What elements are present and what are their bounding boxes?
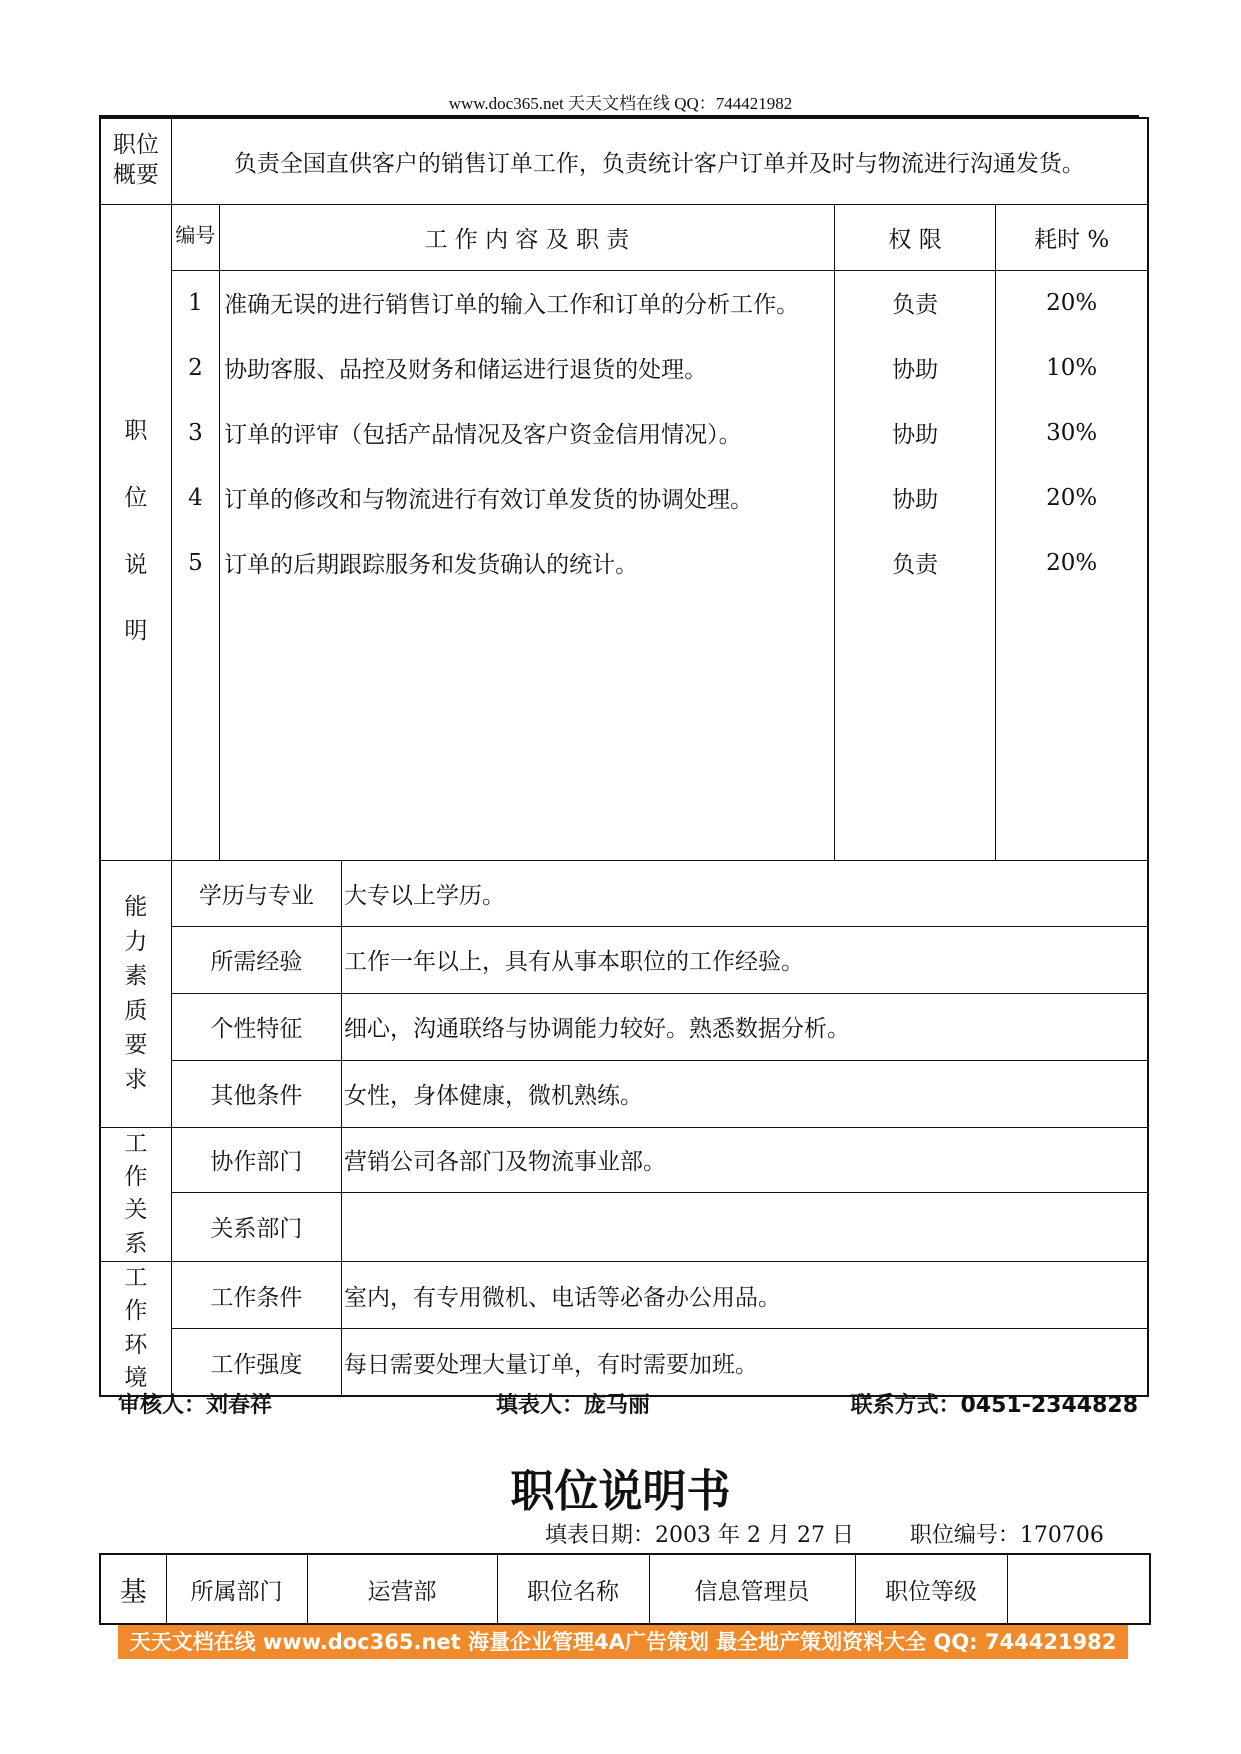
relations-label: 关系部门 — [171, 1192, 341, 1261]
empty-cell — [220, 595, 835, 860]
environment-label: 工作强度 — [171, 1329, 341, 1396]
ability-label: 所需经验 — [171, 926, 341, 993]
ability-label: 个性特征 — [171, 993, 341, 1060]
promo-banner: 天天文档在线 www.doc365.net 海量企业管理4A广告策划 最全地产策划资料大全 QQ: 744421982 — [118, 1625, 1128, 1659]
duty-time: 10% — [996, 335, 1148, 400]
duties-header-authority: 权 限 — [834, 204, 996, 270]
environment-value: 室内，有专用微机、电话等必备办公用品。 — [342, 1261, 1149, 1328]
duty-no: 5 — [171, 530, 220, 595]
duty-time: 20% — [996, 530, 1148, 595]
duty-row — [100, 530, 1148, 595]
reviewer: 审核人：刘春祥 — [118, 1393, 273, 1418]
next-page-row — [100, 1554, 1150, 1624]
environment-row — [100, 1261, 1148, 1328]
summary-label: 职位 概要 — [100, 118, 171, 204]
ability-row — [100, 860, 1148, 926]
duty-no: 2 — [171, 335, 220, 400]
duty-content: 订单的评审（包括产品情况及客户资金信用情况）。 — [220, 400, 835, 465]
duties-header-time: 耗时 % — [996, 204, 1148, 270]
dept-value: 运营部 — [307, 1554, 497, 1624]
empty-cell — [996, 595, 1148, 860]
duty-no: 1 — [171, 270, 220, 335]
empty-cell — [171, 595, 220, 860]
duty-authority: 协助 — [834, 335, 996, 400]
relations-value: 营销公司各部门及物流事业部。 — [342, 1127, 1149, 1192]
ability-row — [100, 1060, 1148, 1127]
duty-content: 协助客服、品控及财务和储运进行退货的处理。 — [220, 335, 835, 400]
duty-authority: 协助 — [834, 465, 996, 530]
duty-content: 订单的后期跟踪服务和发货确认的统计。 — [220, 530, 835, 595]
duty-no: 4 — [171, 465, 220, 530]
relations-label: 协作部门 — [171, 1127, 341, 1192]
job-description-table — [99, 117, 1149, 1397]
duty-row — [100, 465, 1148, 530]
position-value: 信息管理员 — [649, 1554, 855, 1624]
duties-section-label: 职 位 说 明 — [100, 204, 171, 860]
next-page-meta: 填表日期：2003 年 2 月 27 日 职位编号：170706 — [545, 1523, 1104, 1548]
next-page-table — [99, 1553, 1151, 1625]
environment-label: 工作条件 — [171, 1261, 341, 1328]
relations-section-label: 工 作 关 系 — [100, 1127, 171, 1261]
ability-value: 工作一年以上，具有从事本职位的工作经验。 — [342, 926, 1149, 993]
relations-row — [100, 1127, 1148, 1192]
duty-time: 30% — [996, 400, 1148, 465]
next-page-title: 职位说明书 — [510, 1466, 731, 1517]
ability-row — [100, 993, 1148, 1060]
level-label: 职位等级 — [855, 1554, 1007, 1624]
ability-row — [100, 926, 1148, 993]
ability-value: 女性，身体健康，微机熟练。 — [342, 1060, 1149, 1127]
duties-header-row — [100, 204, 1148, 270]
summary-row — [100, 118, 1148, 204]
duties-header-content: 工 作 内 容 及 职 责 — [220, 204, 835, 270]
duty-row — [100, 270, 1148, 335]
duties-header-no: 编号 — [171, 204, 220, 270]
duty-row — [100, 335, 1148, 400]
empty-cell — [834, 595, 996, 860]
duty-authority: 负责 — [834, 530, 996, 595]
duty-empty-row — [100, 595, 1148, 860]
ability-label: 其他条件 — [171, 1060, 341, 1127]
basic-label: 基 — [100, 1554, 166, 1624]
environment-section-label: 工 作 环 境 — [100, 1261, 171, 1396]
duty-content: 订单的修改和与物流进行有效订单发货的协调处理。 — [220, 465, 835, 530]
environment-value: 每日需要处理大量订单，有时需要加班。 — [342, 1329, 1149, 1396]
duty-time: 20% — [996, 270, 1148, 335]
page-header: www.doc365.net 天天文档在线 QQ：744421982 — [448, 94, 793, 113]
duty-authority: 负责 — [834, 270, 996, 335]
position-label: 职位名称 — [497, 1554, 649, 1624]
dept-label: 所属部门 — [166, 1554, 307, 1624]
relations-value — [342, 1192, 1149, 1261]
environment-row — [100, 1329, 1148, 1396]
filler: 填表人：庞马丽 — [496, 1393, 651, 1418]
ability-value: 大专以上学历。 — [342, 860, 1149, 926]
ability-value: 细心，沟通联络与协调能力较好。熟悉数据分析。 — [342, 993, 1149, 1060]
duty-no: 3 — [171, 400, 220, 465]
level-value — [1007, 1554, 1150, 1624]
duty-row — [100, 400, 1148, 465]
relations-row — [100, 1192, 1148, 1261]
ability-section-label: 能 力 素 质 要 求 — [100, 860, 171, 1127]
ability-label: 学历与专业 — [171, 860, 341, 926]
duty-content: 准确无误的进行销售订单的输入工作和订单的分析工作。 — [220, 270, 835, 335]
duty-authority: 协助 — [834, 400, 996, 465]
duty-time: 20% — [996, 465, 1148, 530]
contact: 联系方式：0451-2344828 — [850, 1393, 1138, 1418]
summary-text: 负责全国直供客户的销售订单工作，负责统计客户订单并及时与物流进行沟通发货。 — [171, 118, 1148, 204]
